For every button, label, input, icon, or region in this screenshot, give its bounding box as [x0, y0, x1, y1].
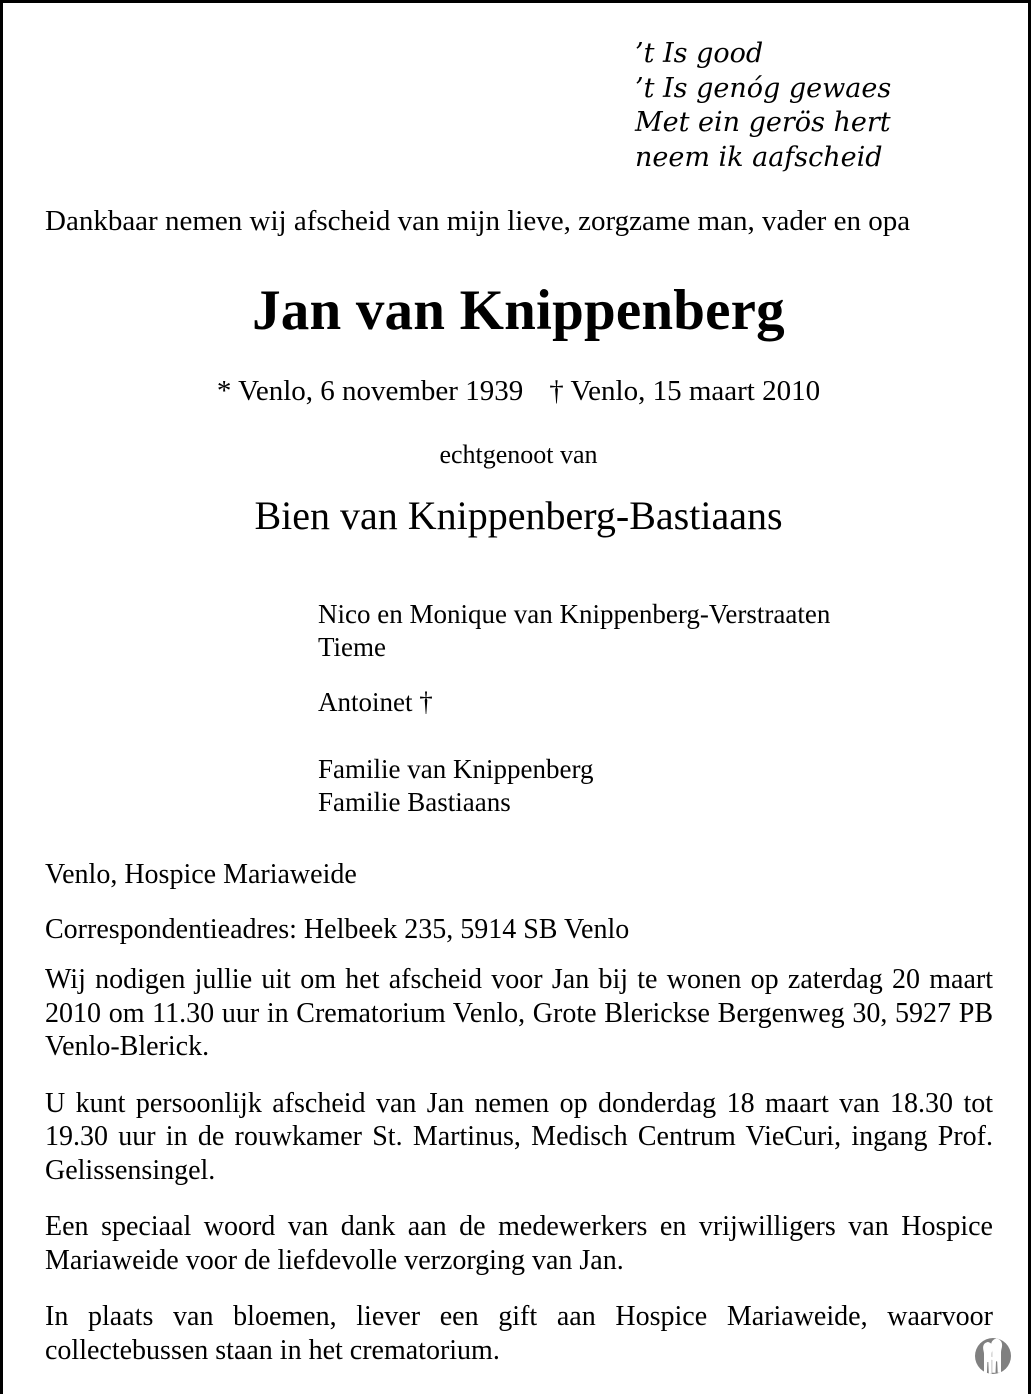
spouse-name: Bien van Knippenberg-Bastiaans: [254, 493, 783, 538]
survivor-line: Nico en Monique van Knippenberg-Verstraaten: [318, 599, 831, 629]
paragraph-donations: In plaats van bloemen, liever een gift aan Hospice Mariaweide, waarvoor collectebussen staan in het crematorium.: [45, 1301, 993, 1366]
survivor-group-families: [318, 753, 978, 819]
survivor-line: Familie Bastiaans: [318, 787, 511, 817]
survivor-line: Tieme: [318, 632, 387, 662]
poem-line-3: Met ein gerös hert: [635, 107, 891, 138]
paragraph-ceremony: Wij nodigen jullie uit om het afscheid voor Jan bij te wonen op zaterdag 20 maart 2010 om 11.30 uur in Crematorium Venlo, Grote Blerickse Bergenweg 30, 5927 PB Venlo-Blerick.: [45, 964, 993, 1062]
deceased-name: Jan van Knippenberg: [252, 279, 785, 342]
poem-line-2: ’t Is genóg gewaes: [635, 72, 892, 104]
spouse-label: echtgenoot van: [439, 440, 598, 469]
memorial-figures-logo-icon: [969, 1333, 1017, 1381]
place-of-death: Venlo, Hospice Mariaweide: [45, 859, 357, 890]
birth-date: * Venlo, 6 november 1939: [216, 375, 524, 407]
deceased-dates: [45, 373, 992, 409]
survivor-group-deceased-child: [318, 686, 978, 719]
poem-line-4: neem ik aafscheid: [635, 141, 883, 173]
survivor-line: Familie van Knippenberg: [318, 754, 594, 784]
survivors-list: [318, 598, 978, 819]
correspondence-address: Correspondentieadres: Helbeek 235, 5914 SB Venlo: [45, 914, 630, 945]
survivor-group-children: [318, 598, 978, 664]
intro-text: Dankbaar nemen wij afscheid van mijn lieve, zorgzame man, vader en opa: [45, 205, 911, 237]
body-paragraphs: [45, 963, 993, 1367]
paragraph-visitation: U kunt persoonlijk afscheid van Jan nemen op donderdag 18 maart van 18.30 tot 19.30 uur in de rouwkamer St. Martinus, Medisch Centrum VieCuri, ingang Prof. Gelissensingel.: [45, 1087, 993, 1186]
survivor-line: Antoinet †: [318, 687, 433, 717]
paragraph-thanks: Een speciaal woord van dank aan de medewerkers en vrijwilligers van Hospice Mariaweide voor de liefdevolle verzorging van Jan.: [45, 1211, 993, 1276]
death-date: † Venlo, 15 maart 2010: [549, 375, 821, 407]
poem-verse: [635, 37, 891, 175]
poem-line-1: ’t Is good: [635, 38, 764, 69]
